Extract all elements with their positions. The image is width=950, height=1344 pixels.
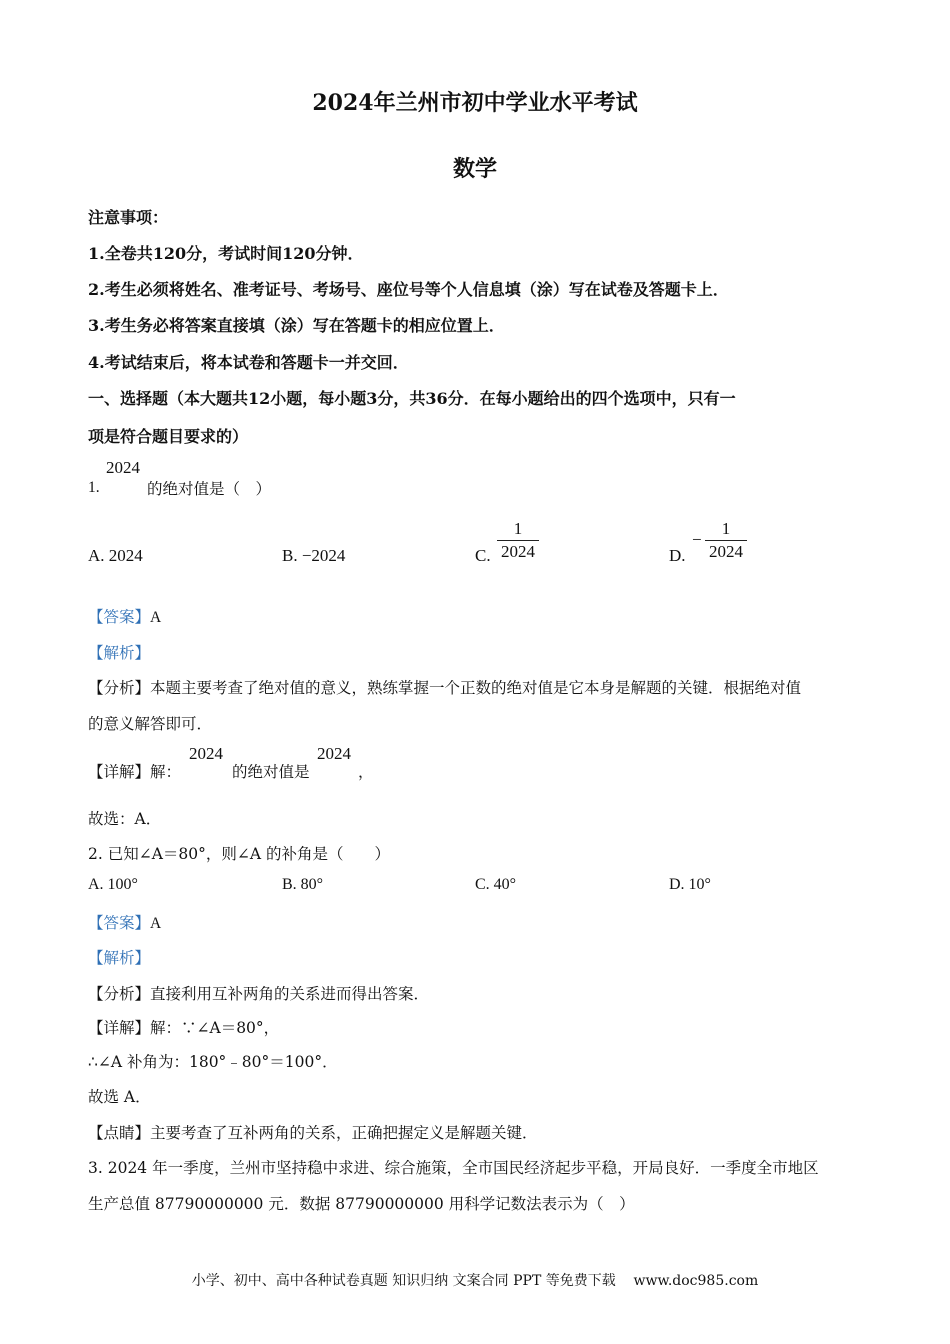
notes-item-2: 2.考生必须将姓名、准考证号、考场号、座位号等个人信息填（涂）写在试卷及答题卡上． [88,280,729,299]
footer-text: 小学、初中、高中各种试卷真题 知识归纳 文案合同 PPT 等免费下载 [191,1273,616,1289]
q2-step: ∴∠A 补角为：180°﹣80°＝100°． [88,1053,338,1071]
q1-option-c-fraction: 1 2024 [497,519,539,562]
section1-line2: 项是符合题目要求的） [88,427,249,446]
q3-line2: 生产总值 87790000000 元．数据 87790000000 用科学记数法表示为（ ） [88,1195,635,1213]
q2-option-b[interactable]: B. 80° [282,876,324,893]
q1-fenxi-line1: 【分析】本题主要考查了绝对值的意义，熟练掌握一个正数的绝对值是它本身是解题的关键．根据绝对值 [88,679,802,697]
q1-fenxi-line2: 的意义解答即可． [88,715,213,733]
page-footer [0,1270,950,1290]
q2-detail: 【详解】解：∵∠A＝80°， [88,1019,280,1037]
notes-item-1: 1.全卷共120分，考试时间120分钟． [88,244,364,263]
q2-dianjing: 【点睛】主要考查了互补两角的关系，正确把握定义是解题关键． [88,1124,538,1142]
notes-heading: 注意事项： [88,208,169,227]
q1-detail-end: ， [358,763,374,781]
notes-item-3: 3.考生务必将答案直接填（涂）写在答题卡的相应位置上． [88,316,505,335]
q1-analysis-tag: 【解析】 [88,644,151,662]
q2-option-d[interactable]: D. 10° [669,876,711,893]
q1-answer: 【答案】A [88,608,162,626]
q1-detail-value2: 2024 [317,744,351,763]
q3-line1: 3. 2024 年一季度，兰州市坚持稳中求进、综合施策，全市国民经济起步平稳，开局良好．一季度全市地区 [88,1159,819,1177]
q1-option-d-sign: − [692,530,702,549]
q1-option-d-label[interactable]: D. [669,546,686,565]
q1-option-a[interactable]: A. 2024 [88,546,143,565]
exam-subject: 数学 [452,156,497,182]
section1-line1: 一、选择题（本大题共12小题，每小题3分，共36分．在每小题给出的四个选项中，只有一 [88,389,736,408]
footer-link[interactable]: www.doc985.com [633,1273,759,1289]
q2-analysis-tag: 【解析】 [88,949,151,967]
exam-title: 2024年兰州市初中学业水平考试 [312,90,638,116]
q1-detail-value1: 2024 [189,744,223,763]
q1-conclusion: 故选：A． [88,810,162,828]
notes-item-4: 4.考试结束后，将本试卷和答题卡一并交回． [88,353,409,372]
q1-option-b[interactable]: B. −2024 [282,546,346,565]
q1-detail-label: 【详解】解： [88,763,182,781]
q1-stem: 的绝对值是（ ） [147,480,272,498]
q2-option-c[interactable]: C. 40° [475,876,517,893]
q1-number: 1. [88,479,100,496]
q1-option-d-fraction: 1 2024 [705,519,747,562]
q1-option-c-label[interactable]: C. [475,546,491,565]
q2-option-a[interactable]: A. 100° [88,876,138,893]
q1-detail-mid: 的绝对值是 [232,763,310,781]
q1-value: 2024 [106,458,140,477]
q2-stem: 2. 已知∠A＝80°，则∠A 的补角是（ ） [88,845,390,863]
q2-conclusion: 故选 A． [88,1088,151,1106]
q2-answer: 【答案】A [88,914,162,932]
q2-fenxi: 【分析】直接利用互补两角的关系进而得出答案． [88,985,430,1003]
